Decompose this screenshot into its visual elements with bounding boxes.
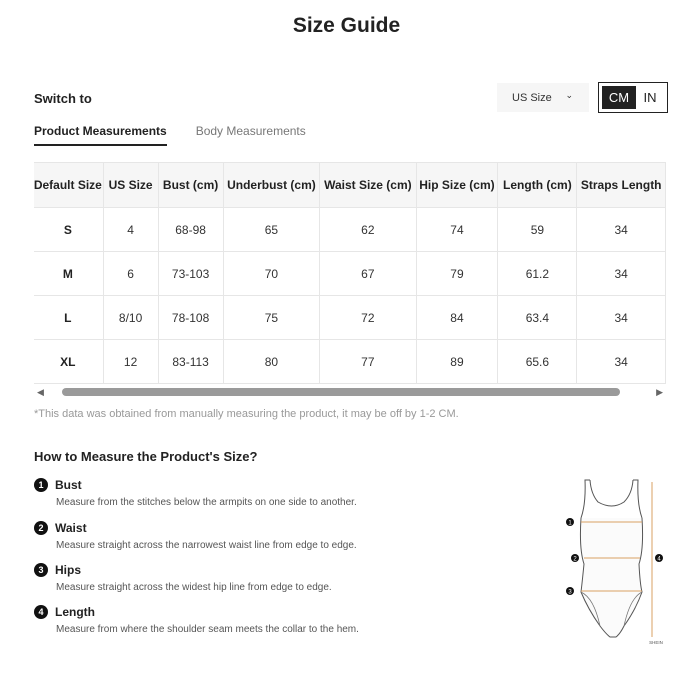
measure-description: Measure from where the shoulder seam meets the collar to the hem.	[56, 624, 359, 635]
table-cell: 4	[103, 208, 158, 252]
measurement-tabs	[34, 124, 306, 146]
table-cell: 34	[577, 340, 666, 384]
header-bust: Bust (cm)	[158, 163, 223, 208]
table-cell: 73-103	[158, 252, 223, 296]
unit-cm-button[interactable]: CM	[602, 86, 636, 109]
table-cell: 62	[320, 208, 416, 252]
marker-1-icon	[566, 518, 574, 527]
tab-product-measurements[interactable]: Product Measurements	[34, 124, 167, 146]
unit-toggle	[598, 82, 668, 113]
measure-description: Measure straight across the widest hip line from edge to edge.	[56, 582, 332, 593]
header-default-size: Default Size	[34, 163, 103, 208]
scrollbar-thumb[interactable]	[62, 388, 620, 396]
table-cell: 75	[223, 296, 320, 340]
table-cell: 68-98	[158, 208, 223, 252]
svg-text:1: 1	[568, 520, 572, 527]
marker-4-icon	[655, 554, 663, 563]
table-cell: 34	[577, 296, 666, 340]
table-cell: 65	[223, 208, 320, 252]
table-cell: 77	[320, 340, 416, 384]
measurement-disclaimer: *This data was obtained from manually measuring the product, it may be off by 1-2 CM.	[34, 408, 459, 420]
number-3-icon: 3	[34, 563, 48, 577]
size-system-value: US Size	[512, 91, 552, 104]
swimsuit-measurement-illustration	[560, 474, 670, 650]
left-strap-outline	[581, 480, 590, 518]
table-row	[34, 252, 666, 296]
unit-in-button[interactable]: IN	[643, 90, 657, 105]
table-cell: 34	[577, 252, 666, 296]
svg-text:2: 2	[573, 556, 577, 563]
table-cell: 78-108	[158, 296, 223, 340]
table-cell: 34	[577, 208, 666, 252]
table-cell: 72	[320, 296, 416, 340]
brand-watermark: SHEIN	[649, 640, 663, 645]
table-cell: 8/10	[103, 296, 158, 340]
scroll-left-arrow-icon[interactable]: ◀	[37, 387, 44, 397]
table-row	[34, 296, 666, 340]
table-cell: 83-113	[158, 340, 223, 384]
measure-name: Bust	[55, 478, 82, 492]
chevron-down-icon: ⌄	[565, 90, 573, 100]
header-us-size: US Size	[103, 163, 158, 208]
right-strap-outline	[633, 480, 642, 518]
measure-name: Length	[55, 605, 95, 619]
tab-body-measurements[interactable]: Body Measurements	[195, 124, 306, 138]
scroll-right-arrow-icon[interactable]: ▶	[656, 387, 663, 397]
neckline-outline	[590, 480, 633, 506]
measure-item-waist	[34, 521, 357, 551]
table-cell: M	[34, 252, 103, 296]
table-cell: 67	[320, 252, 416, 296]
header-hip: Hip Size (cm)	[416, 163, 498, 208]
table-row	[34, 208, 666, 252]
table-cell: 59	[498, 208, 577, 252]
table-cell: 65.6	[498, 340, 577, 384]
size-table-container	[34, 162, 668, 385]
header-length: Length (cm)	[498, 163, 577, 208]
table-cell: 89	[416, 340, 498, 384]
table-cell: S	[34, 208, 103, 252]
svg-text:4: 4	[657, 556, 661, 563]
table-cell: 6	[103, 252, 158, 296]
page-title: Size Guide	[292, 14, 401, 37]
measure-item-length	[34, 605, 359, 635]
switch-label: Switch to	[34, 91, 92, 106]
table-row	[34, 340, 666, 384]
marker-2-icon	[571, 554, 579, 563]
table-cell: 84	[416, 296, 498, 340]
measure-item-hips	[34, 563, 332, 593]
number-2-icon: 2	[34, 521, 48, 535]
measure-name: Hips	[55, 563, 82, 577]
table-cell: 12	[103, 340, 158, 384]
size-system-dropdown[interactable]	[497, 83, 589, 112]
measure-description: Measure straight across the narrowest waist line from edge to edge.	[56, 540, 357, 551]
number-1-icon: 1	[34, 478, 48, 492]
size-table	[34, 162, 666, 384]
how-to-measure-title: How to Measure the Product's Size?	[34, 449, 258, 464]
swimsuit-body-outline	[580, 518, 642, 637]
table-cell: XL	[34, 340, 103, 384]
number-4-icon: 4	[34, 605, 48, 619]
table-cell: 70	[223, 252, 320, 296]
header-straps-length: Straps Length	[577, 163, 666, 208]
table-cell: 74	[416, 208, 498, 252]
table-cell: 61.2	[498, 252, 577, 296]
measure-item-bust	[34, 478, 357, 508]
measure-description: Measure from the stitches below the armpits on one side to another.	[56, 497, 357, 508]
measure-name: Waist	[55, 521, 87, 535]
table-cell: L	[34, 296, 103, 340]
table-cell: 79	[416, 252, 498, 296]
header-underbust: Underbust (cm)	[223, 163, 320, 208]
table-cell: 63.4	[498, 296, 577, 340]
table-scrollbar[interactable]	[34, 386, 668, 400]
marker-3-icon	[566, 587, 574, 596]
table-cell: 80	[223, 340, 320, 384]
header-waist: Waist Size (cm)	[320, 163, 416, 208]
table-header-row	[34, 163, 666, 208]
svg-text:3: 3	[568, 589, 572, 596]
